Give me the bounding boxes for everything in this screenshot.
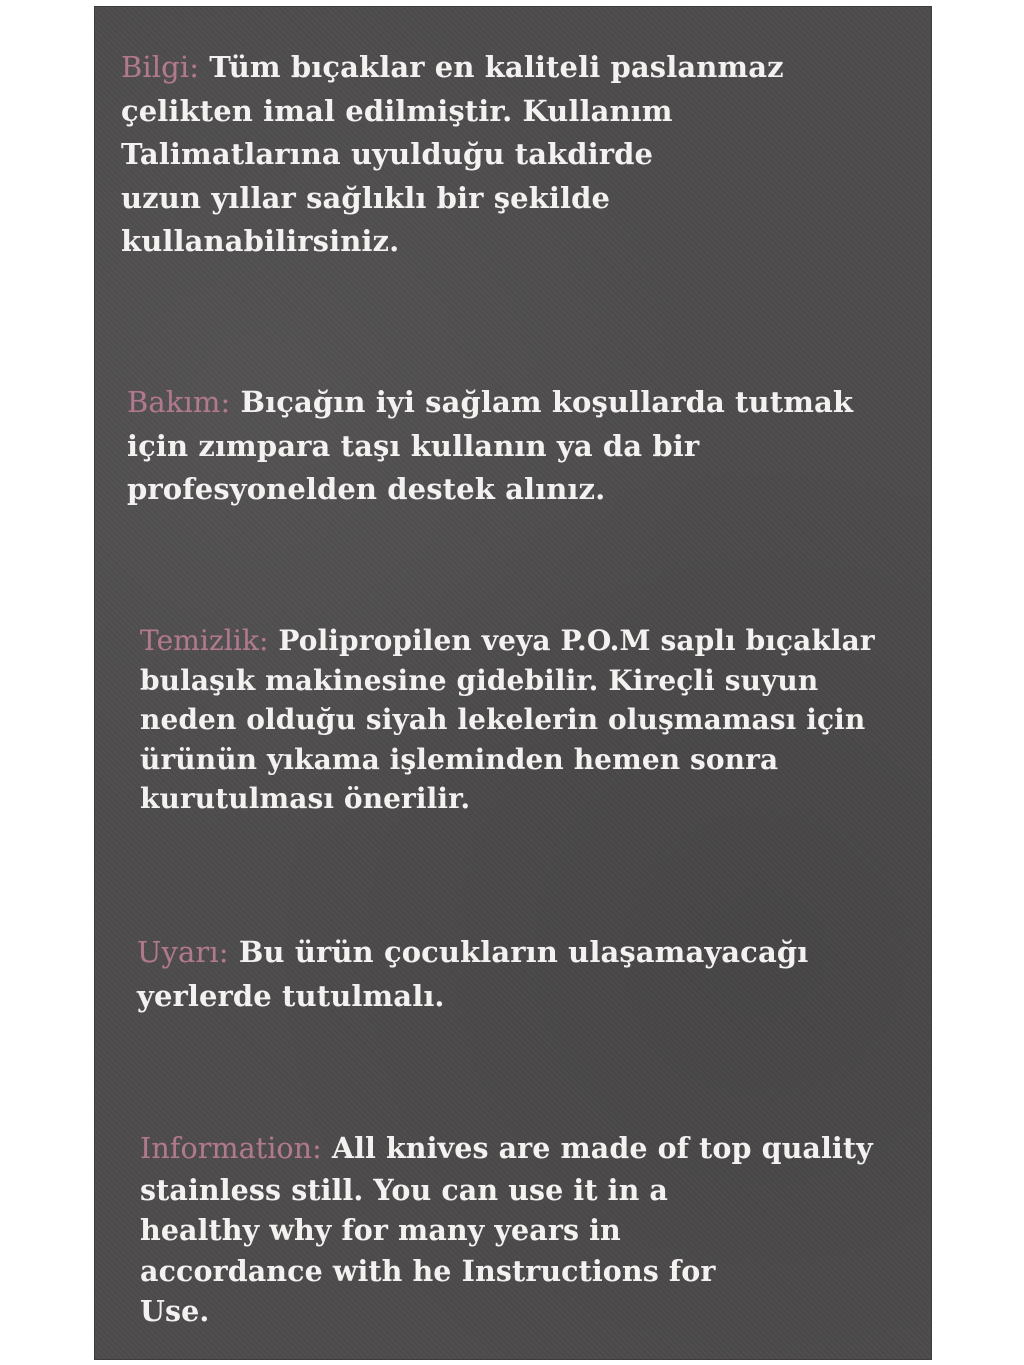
section-line: çelikten imal edilmiştir. Kullanım [121,93,673,128]
section-line: ürünün yıkama işleminden hemen sonra [140,742,779,776]
section-line: uzun yıllar sağlıklı bir şekilde [121,180,611,215]
section-text: Polipropilen veya P.O.M saplı bıçaklar [268,624,875,657]
section-text: All knives are made of top quality [321,1131,873,1165]
section-line: kullanabilirsiniz. [121,224,400,258]
section-line [121,46,784,90]
section-line: neden olduğu siyah lekelerin oluşmaması için [140,703,866,736]
section-temizlik [140,621,875,819]
section-label: Information: [140,1132,322,1165]
section-line: accordance with he Instructions for [140,1253,716,1288]
section-line: Use. [140,1294,210,1328]
section-bakim [127,381,853,512]
section-line [137,931,808,975]
section-label: Uyarı: [137,935,229,969]
section-line: için zımpara taşı kullanın ya da bir [127,428,700,463]
section-line: stainless still. You can use it in a [140,1172,668,1207]
section-label: Temizlik: [140,624,269,657]
section-line: yerlerde tutulmalı. [137,978,445,1013]
section-line: healthy why for many years in [140,1213,621,1247]
section-line [140,1128,873,1170]
section-text: Bıçağın iyi sağlam koşullarda tutmak [230,385,854,419]
section-line: bulaşık makinesine gidebilir. Kireçli suyun [140,663,819,697]
section-bilgi [121,46,784,264]
section-line [127,381,853,425]
section-line: Talimatlarına uyulduğu takdirde [121,137,654,171]
section-line [140,621,875,661]
section-text: Bu ürün çocukların ulaşamayacağı [228,935,809,969]
section-line: kurutulması önerilir. [140,782,471,815]
section-uyari [137,931,808,1018]
section-label: Bilgi: [121,50,200,84]
section-label: Bakım: [127,385,231,419]
section-information [140,1128,873,1332]
section-line: profesyonelden destek alınız. [127,472,606,506]
section-text: Tüm bıçaklar en kaliteli paslanmaz [199,50,784,84]
